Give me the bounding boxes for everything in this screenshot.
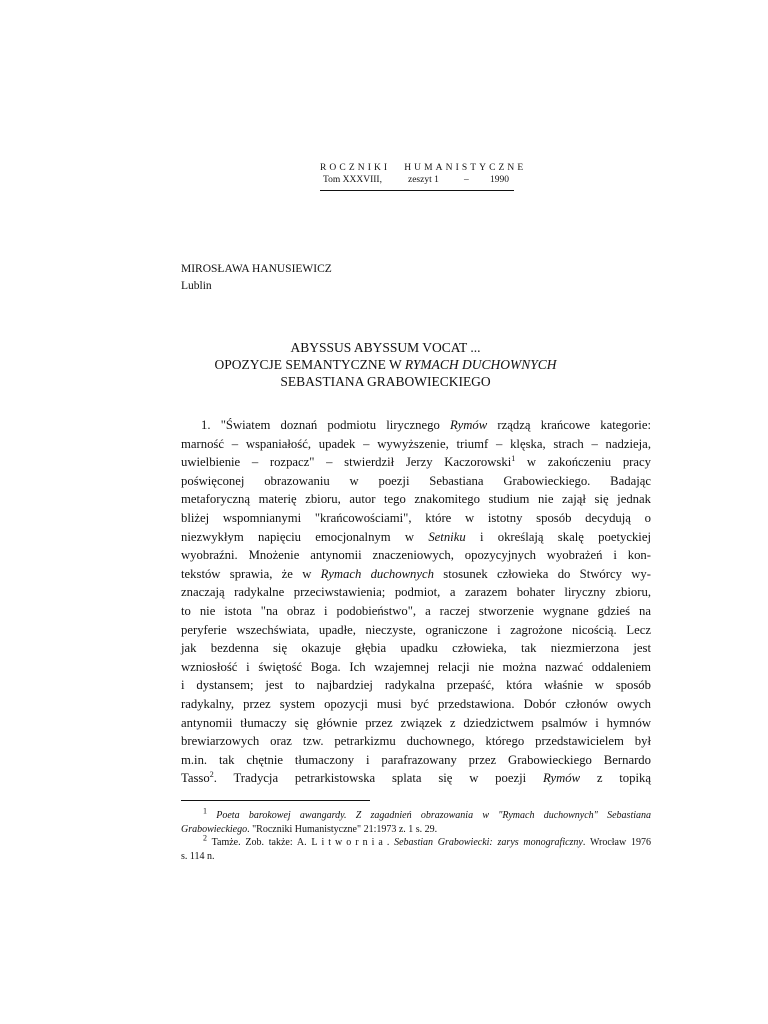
body-line: Tasso$^2$. Tradycja petrarkistowska splata się w poezji Rymów z topiką	[181, 770, 651, 786]
footnote-2: $^2$ Tamże. Zob. także: A. Litwornia. Sebastian Grabowiecki: zarys monograficzny. Wrocław 1976	[203, 833, 651, 848]
body-line: metaforyczną materię zbioru, autor tego znakomitego studium nie zajął się jednak	[181, 492, 651, 507]
footnotes	[181, 806, 652, 863]
title-line-2	[180, 356, 591, 373]
issue-number: zeszyt 1	[408, 175, 439, 185]
body-line: brewiarzowych oraz tzw. petrarkizmu duchownego, którego przedstawicielem był	[181, 734, 651, 749]
journal-header	[320, 163, 527, 191]
issue-volume: Tom XXXVIII,	[323, 175, 382, 185]
body-line: znaczają radykalne przeciwstawienia; podmiot, a zarazem bohater liryczny zbioru,	[181, 585, 651, 600]
footnote-2-cont: s. 114 n.	[181, 850, 215, 862]
author-name: MIROSŁAWA HANUSIEWICZ	[181, 263, 332, 275]
body-line: tekstów sprawia, że w Rymach duchownych stosunek człowieka do Stwórcy wy-	[181, 566, 651, 581]
body-line: niezwykłym napięciu emocjonalnym w Setniku i określają skalę poetyckiej	[181, 529, 651, 544]
issue-dash: –	[464, 175, 469, 185]
body-line: m.in. tak chętnie tłumaczony i parafrazowany przez Grabowieckiego Bernardo	[181, 752, 651, 767]
footnote-1: $^1$ Poeta barokowej awangardy. Z zagadnień obrazowania w "Rymach duchownych" Sebastiana	[203, 806, 652, 821]
journal-name-left: ROCZNIKI	[320, 163, 391, 173]
article-title	[180, 339, 591, 390]
footnote-ref-1[interactable]: 1	[511, 453, 516, 463]
body-line: 1. "Światem doznań podmiotu lirycznego Rymów rządzą krańcowe kategorie:	[201, 418, 651, 432]
issue-info	[320, 175, 514, 188]
title-line-2-italic: RYMACH DUCHOWNYCH	[404, 357, 557, 372]
header-rule	[320, 190, 514, 191]
journal-name-right: HUMANISTYCZNE	[404, 163, 527, 173]
journal-name	[320, 163, 527, 173]
footnote-1-number: 1	[203, 806, 207, 816]
footnote-1-cont: Grabowieckiego. "Roczniki Humanistyczne" 21:1973 z. 1 s. 29.	[181, 823, 438, 835]
title-line-1: ABYSSUS ABYSSUM VOCAT ...	[290, 340, 481, 355]
footnote-separator	[181, 800, 370, 801]
body-line: antynomii tłumaczy się głównie przez związek z dziedzictwem psalmów i hymnów	[181, 715, 651, 730]
body-line: bliżej wspomnianymi "krańcowościami", które w istotny sposób decydują o	[181, 510, 651, 525]
body-line: wzniosłość i świętość Boga. Ich wzajemnej relacji nie można nazwać oddaleniem	[181, 659, 651, 674]
footnote-2-number: 2	[203, 833, 207, 843]
body-line: wyobraźni. Mnożenie antynomii znaczeniowych, opozycyjnych wyobrażeń i kon-	[181, 548, 651, 563]
body-line: peryferie wszechświata, upadłe, nieczyste, ograniczone i zagrożone nicością. Lecz	[181, 622, 651, 637]
body-line: uwielbienie – rozpacz" – stwierdził Jerzy Kaczorowski$^1$ w zakończeniu pracy	[181, 453, 651, 470]
footnote-ref-2[interactable]: 2	[209, 770, 214, 780]
body-line: jak bezdenna się okazuje głębia upadku człowieka, tak niezmierzona jest	[181, 641, 651, 656]
body-line: radykalny, przez system opozycji musi być przedstawiona. Dobór członów owych	[181, 696, 651, 711]
title-line-3: SEBASTIANA GRABOWIECKIEGO	[280, 374, 491, 389]
issue-year: 1990	[490, 175, 509, 185]
author-city: Lublin	[181, 280, 212, 292]
body-text	[181, 416, 651, 788]
body-line: to nie istota "na obraz i podobieństwo", a raczej stworzenie wygnane gdzieś na	[181, 603, 651, 618]
body-line: i dystansem; jest to najbardziej radykalna przepaść, która właśnie w sposób	[181, 678, 651, 693]
title-line-2-prefix: OPOZYCJE SEMANTYCZNE W	[214, 357, 405, 372]
body-line: marność – wspaniałość, upadek – wywyższenie, triumf – klęska, strach – nadzieja,	[181, 436, 651, 451]
body-line: poświęconej obrazowaniu w poezji Sebastiana Grabowieckiego. Badając	[181, 473, 651, 488]
author-block	[181, 261, 332, 295]
